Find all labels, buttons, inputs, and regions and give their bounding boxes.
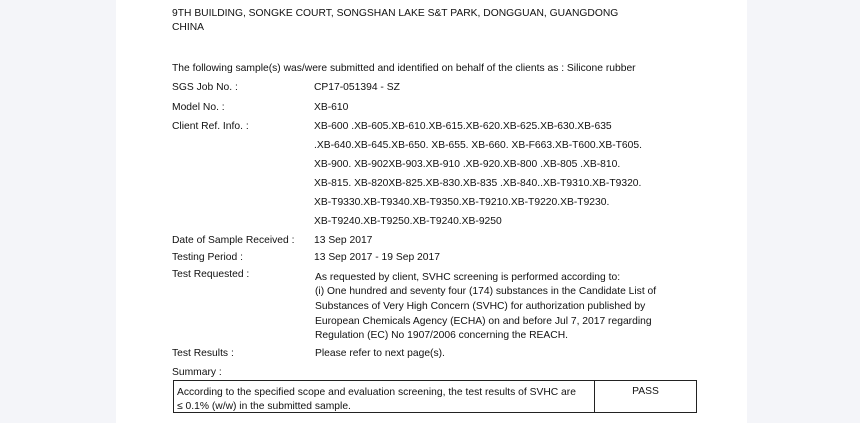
model-no-value: XB-610	[314, 102, 349, 113]
test-requested-line: (i) One hundred and seventy four (174) substances in the Candidate List of	[315, 286, 657, 297]
test-requested-label: Test Requested :	[172, 269, 250, 280]
summary-table	[173, 380, 697, 413]
client-address-line-2: CHINA	[172, 22, 205, 33]
test-requested-line: Substances of Very High Concern (SVHC) for authorization published by	[315, 301, 646, 312]
client-ref-line: XB-T9240.XB-T9250.XB-T9240.XB-9250	[314, 216, 502, 227]
date-received-label: Date of Sample Received :	[172, 235, 295, 246]
testing-period-label: Testing Period :	[172, 252, 243, 263]
test-requested-line: European Chemicals Agency (ECHA) on and before Jul 7, 2017 regarding	[315, 316, 652, 327]
client-ref-line: XB-900. XB-902XB-903.XB-910 .XB-920.XB-800 .XB-805 .XB-810.	[314, 159, 621, 170]
summary-label: Summary :	[172, 367, 222, 378]
summary-text	[177, 386, 576, 414]
date-received-value: 13 Sep 2017	[314, 235, 373, 246]
summary-result-pass: PASS	[632, 386, 659, 397]
summary-text-line-1: According to the specified scope and evaluation screening, the test results of SVHC are	[177, 387, 576, 398]
summary-text-line-2: ≤ 0.1% (w/w) in the submitted sample.	[177, 401, 351, 412]
test-results-label: Test Results :	[172, 348, 234, 359]
client-ref-line: .XB-640.XB-645.XB-650. XB-655. XB-660. XB-F663.XB-T600.XB-T605.	[314, 140, 642, 151]
client-address-line-1: 9TH BUILDING, SONGKE COURT, SONGSHAN LAKE S&T PARK, DONGGUAN, GUANGDONG	[172, 8, 619, 19]
client-ref-line: XB-T9330.XB-T9340.XB-T9350.XB-T9210.XB-T9220.XB-T9230.	[314, 197, 610, 208]
client-ref-line: XB-600 .XB-605.XB-610.XB-615.XB-620.XB-625.XB-630.XB-635	[314, 121, 612, 132]
test-results-value: Please refer to next page(s).	[315, 348, 445, 359]
model-no-label: Model No. :	[172, 102, 225, 113]
client-ref-label: Client Ref. Info. :	[172, 121, 249, 132]
report-page	[116, 0, 747, 423]
sample-intro-text: The following sample(s) was/were submitted and identified on behalf of the clients as : Silicone rubber	[172, 63, 636, 74]
job-no-value: CP17-051394 - SZ	[314, 82, 400, 93]
testing-period-value: 13 Sep 2017 - 19 Sep 2017	[314, 252, 440, 263]
test-requested-line: Regulation (EC) No 1907/2006 concerning the REACH.	[315, 330, 568, 341]
test-requested-line: As requested by client, SVHC screening is performed according to:	[315, 272, 621, 283]
client-ref-line: XB-815. XB-820XB-825.XB-830.XB-835 .XB-840..XB-T9310.XB-T9320.	[314, 178, 642, 189]
job-no-label: SGS Job No. :	[172, 82, 238, 93]
